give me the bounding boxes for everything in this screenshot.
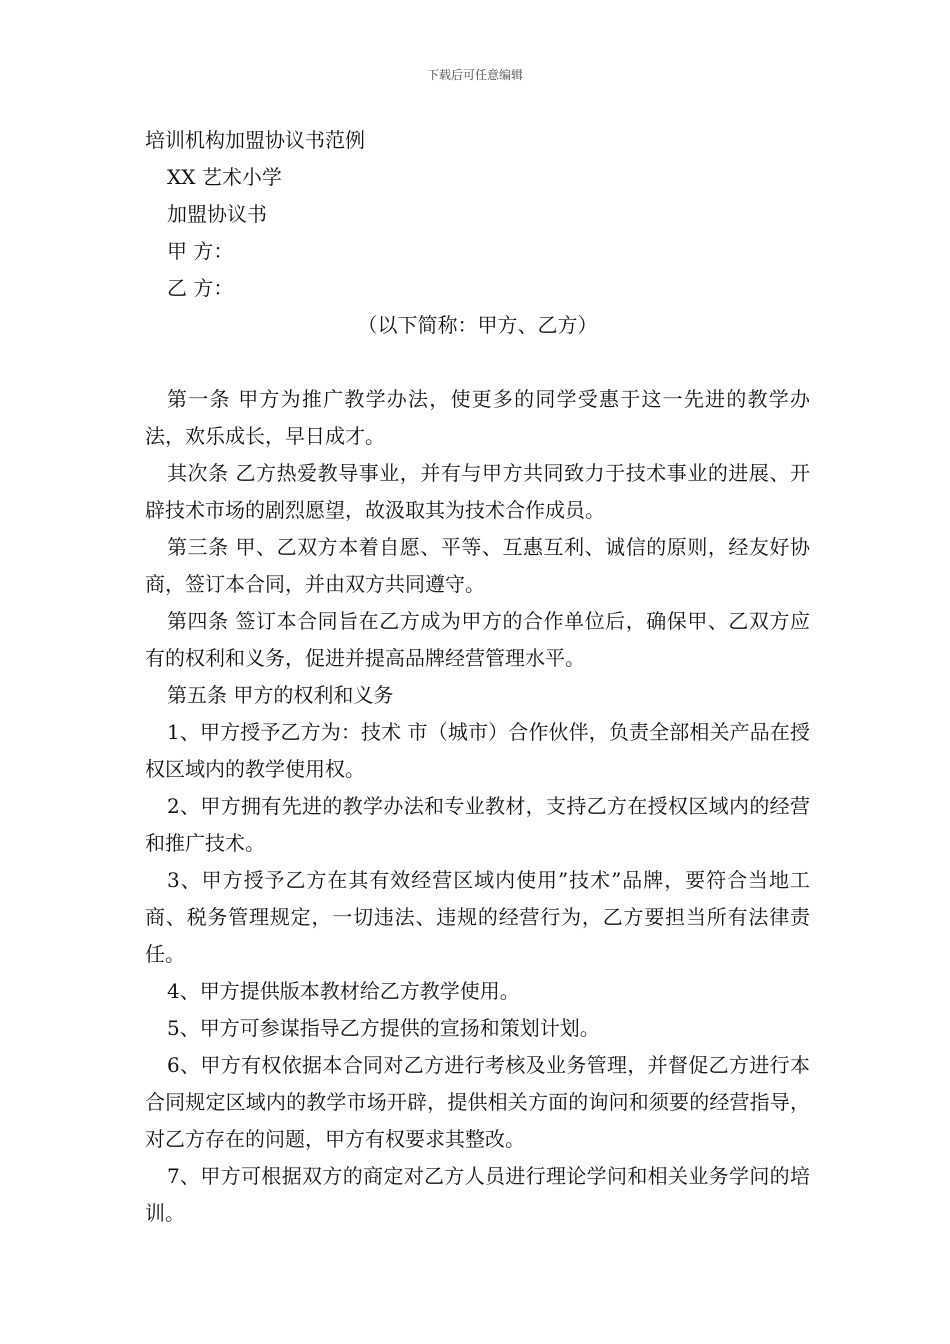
article-2: 其次条 乙方热爱教导事业，并有与甲方共同致力于技术事业的进展、开辟技术市场的剧烈愿望，故汲取其为技术合作成员。 xyxy=(145,461,810,522)
document-body xyxy=(145,122,810,1232)
document-name: 加盟协议书 xyxy=(167,202,267,226)
party-a-label: 甲 方： xyxy=(167,239,234,263)
clause-5: 5、甲方可参谋指导乙方提供的宣扬和策划计划。 xyxy=(167,1016,600,1040)
abbreviation-note: （以下简称：甲方、乙方） xyxy=(357,313,598,337)
clause-7: 7、甲方可根据双方的商定对乙方人员进行理论学问和相关业务学问的培训。 xyxy=(145,1164,810,1225)
document-title: 培训机构加盟协议书范例 xyxy=(145,128,365,152)
article-5-heading: 第五条 甲方的权利和义务 xyxy=(167,683,394,707)
header-note: 下载后可任意编辑 xyxy=(426,68,523,82)
clause-2: 2、甲方拥有先进的教学办法和专业教材，支持乙方在授权区域内的经营和推广技术。 xyxy=(145,794,810,855)
school-name: XX 艺术小学 xyxy=(167,165,282,189)
clause-1: 1、甲方授予乙方为：技术 市（城市）合作伙伴，负责全部相关产品在授权区域内的教学使用权。 xyxy=(145,720,810,781)
article-1: 第一条 甲方为推广教学办法，使更多的同学受惠于这一先进的教学办法，欢乐成长，早日成才。 xyxy=(145,387,810,448)
clause-3: 3、甲方授予乙方在其有效经营区域内使用”技术”品牌，要符合当地工商、税务管理规定，一切违法、违规的经营行为，乙方要担当所有法律责任。 xyxy=(145,868,810,966)
clause-6: 6、甲方有权依据本合同对乙方进行考核及业务管理，并督促乙方进行本合同规定区域内的教学市场开辟，提供相关方面的询问和须要的经营指导，对乙方存在的问题，甲方有权要求其整改。 xyxy=(145,1053,810,1151)
clause-4: 4、甲方提供版本教材给乙方教学使用。 xyxy=(167,979,520,1003)
article-4: 第四条 签订本合同旨在乙方成为甲方的合作单位后，确保甲、乙双方应有的权利和义务，促进并提高品牌经营管理水平。 xyxy=(145,609,810,670)
blank-line xyxy=(145,344,810,381)
party-b-label: 乙 方： xyxy=(167,276,234,300)
article-3: 第三条 甲、乙双方本着自愿、平等、互惠互利、诚信的原则，经友好协商，签订本合同，并由双方共同遵守。 xyxy=(145,535,810,596)
